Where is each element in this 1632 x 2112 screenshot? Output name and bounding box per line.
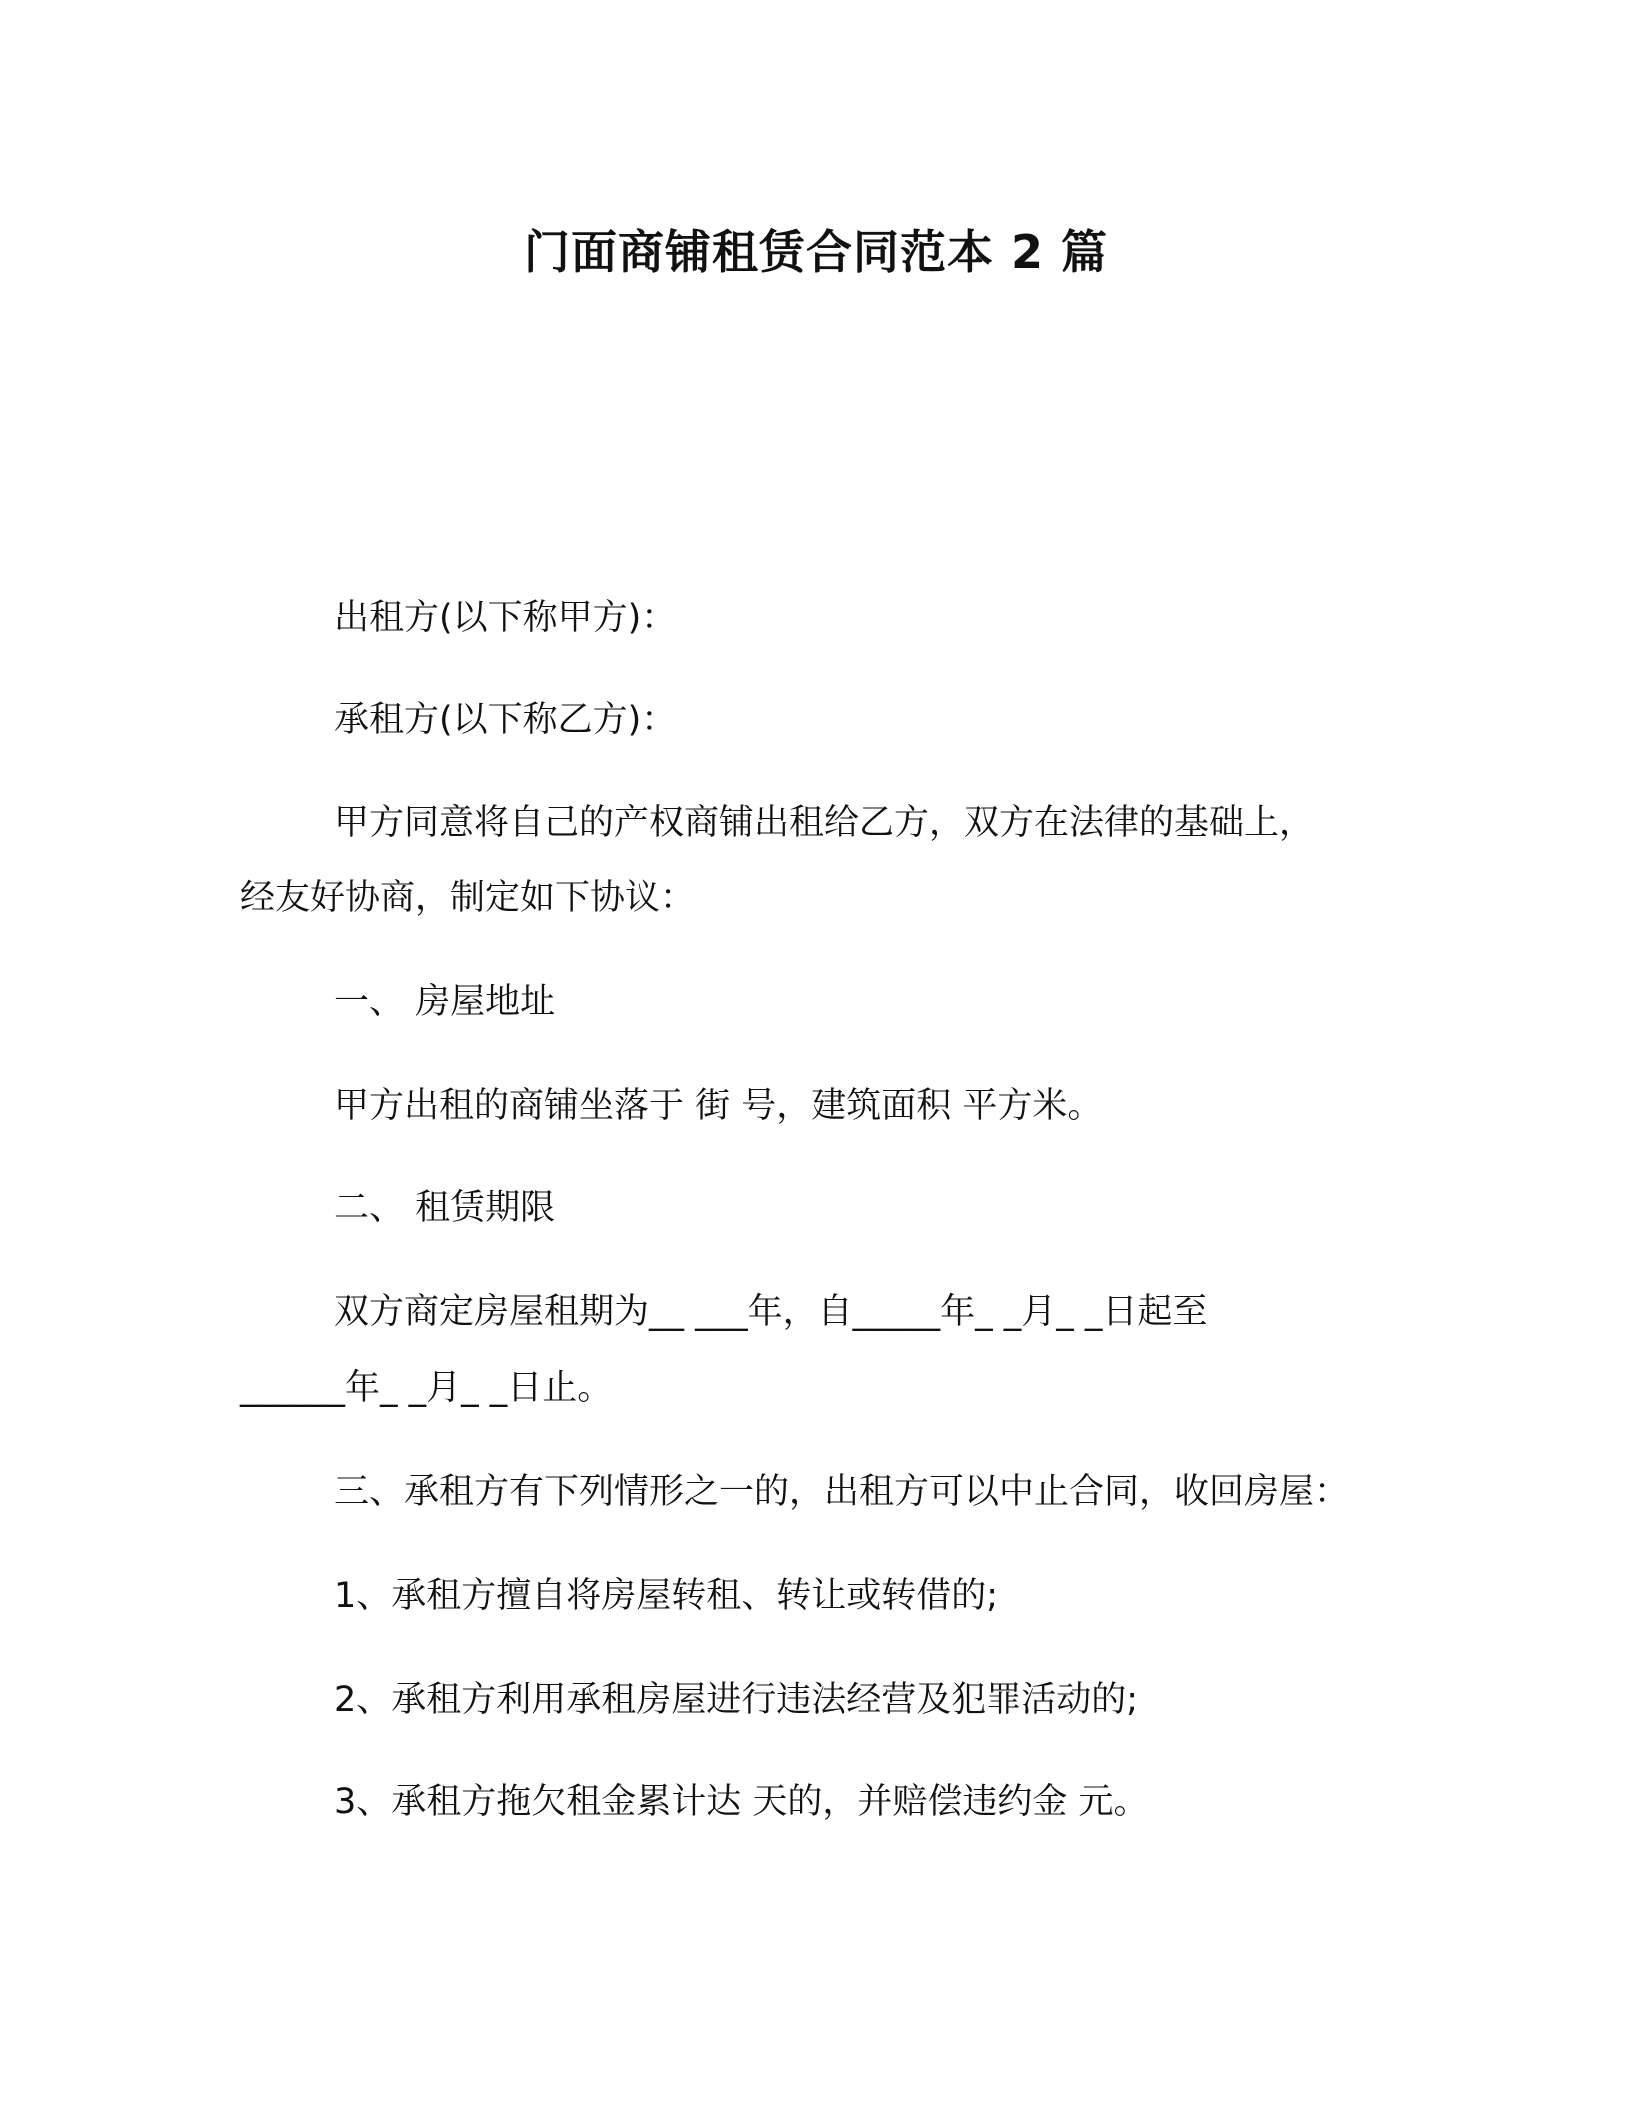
lessor-line: 出租方(以下称甲方)： (334, 598, 677, 638)
term-clause-line-2: ______年_ _月_ _日止。 (240, 1368, 613, 1408)
term-clause-line-1: 双方商定房屋租期为__ ___年，自_____年_ _月_ _日起至 (334, 1292, 1208, 1332)
termination-item-3: 3、承租方拖欠租金累计达 天的，并赔偿违约金 元。 (334, 1782, 1149, 1822)
section-heading-term: 二、 租赁期限 (334, 1188, 556, 1228)
address-clause: 甲方出租的商铺坐落于 街 号，建筑面积 平方米。 (334, 1086, 1103, 1126)
section-heading-termination: 三、承租方有下列情形之一的，出租方可以中止合同，收回房屋： (334, 1472, 1350, 1512)
section-heading-address: 一、 房屋地址 (334, 982, 556, 1022)
agreement-intro-line-2: 经友好协商，制定如下协议： (240, 878, 696, 918)
agreement-intro-line-1: 甲方同意将自己的产权商铺出租给乙方，双方在法律的基础上， (334, 803, 1315, 843)
document-title: 门面商铺租赁合同范本 2 篇 (523, 225, 1109, 279)
termination-item-2: 2、承租方利用承租房屋进行违法经营及犯罪活动的; (334, 1680, 1139, 1720)
termination-item-1: 1、承租方擅自将房屋转租、转让或转借的; (334, 1576, 999, 1616)
lessee-line: 承租方(以下称乙方)： (334, 700, 677, 740)
